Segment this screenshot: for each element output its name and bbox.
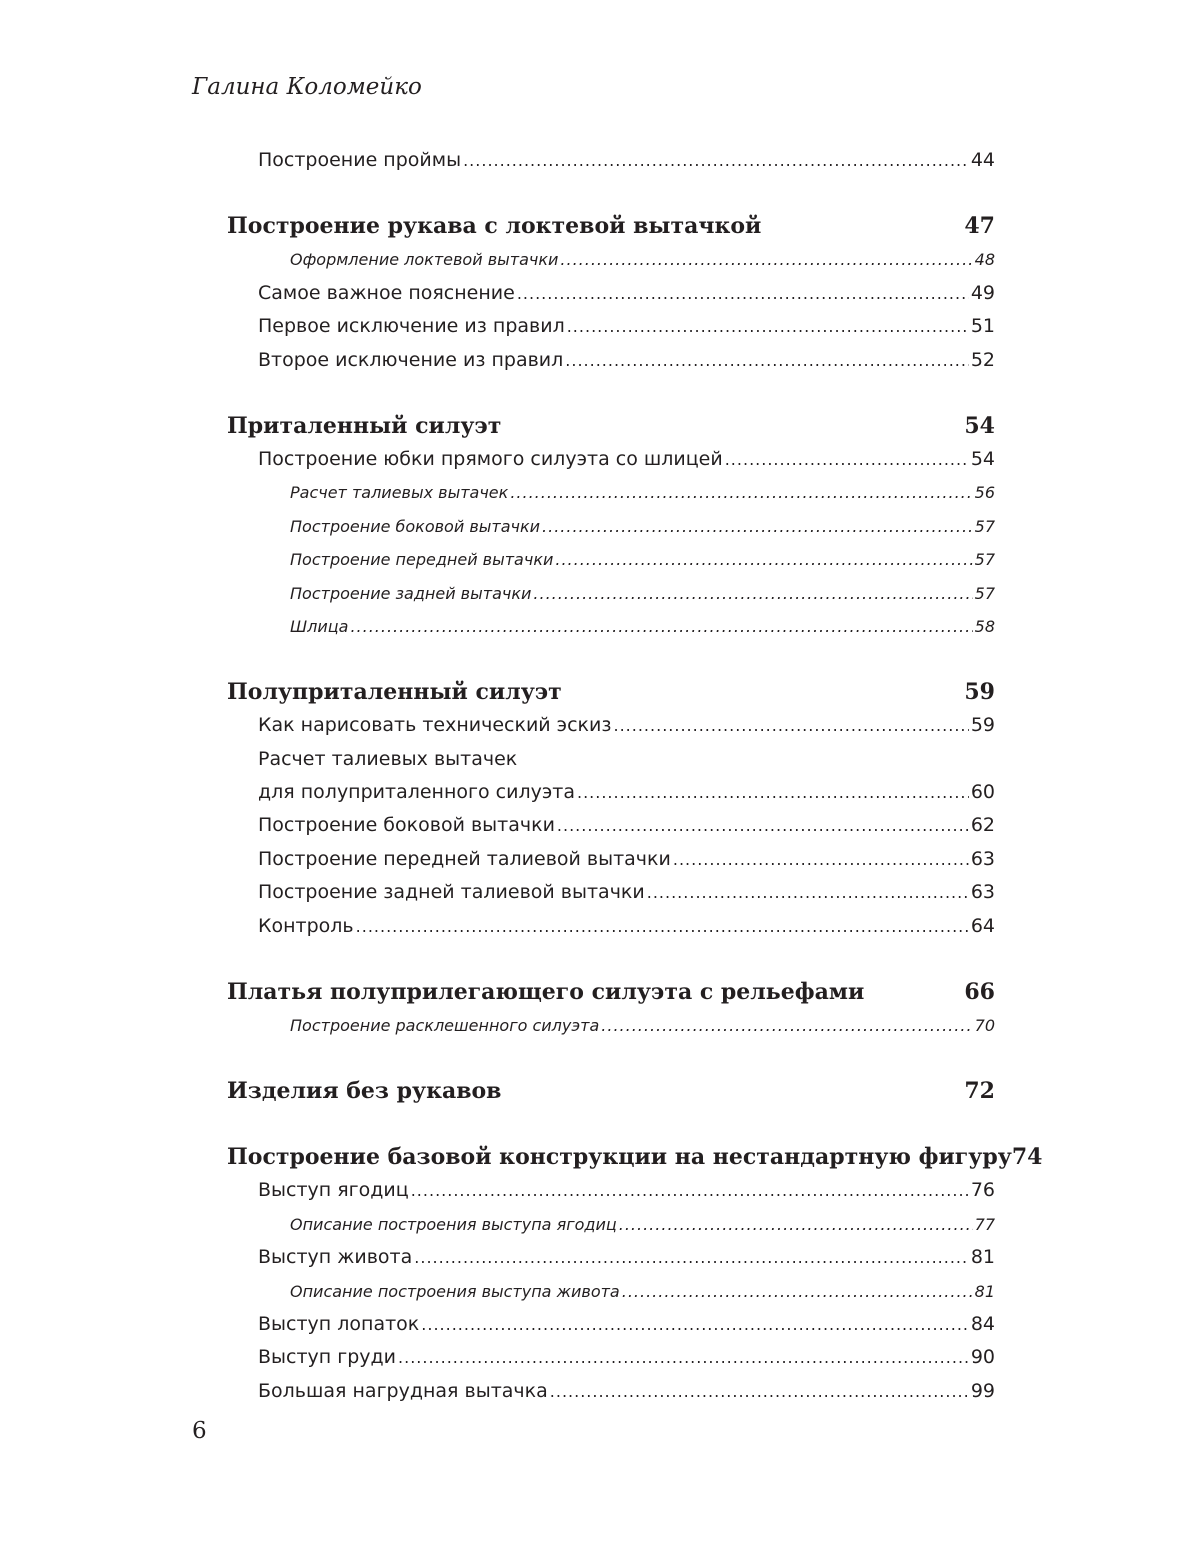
toc-chapter[interactable] (227, 675, 995, 709)
toc-subsection[interactable] (227, 510, 995, 543)
toc-section[interactable] (227, 310, 995, 343)
toc-entry-title: Построение рукава с локтевой вытачкой (227, 213, 762, 240)
toc-chapter[interactable] (227, 209, 995, 243)
toc-subsection[interactable] (227, 610, 995, 643)
toc-section[interactable] (227, 776, 995, 809)
toc-subsection[interactable] (227, 1275, 995, 1308)
toc-section[interactable] (227, 443, 995, 476)
dot-leader (463, 144, 969, 177)
toc-entry-title: Построение боковой вытачки (290, 516, 541, 536)
toc-entry-title: Шлица (290, 616, 349, 636)
dot-leader (565, 344, 969, 377)
toc-page-number: 57 (974, 516, 995, 536)
toc-page-number: 70 (974, 1016, 995, 1036)
dot-leader (542, 510, 973, 543)
toc-subsection[interactable] (227, 243, 995, 276)
toc-entry-title: Построение передней вытачки (290, 550, 554, 570)
dot-leader (601, 1009, 972, 1042)
dot-leader (673, 843, 969, 876)
toc-entry-title: Построение расклешенного силуэта (290, 1016, 600, 1036)
toc-section[interactable] (227, 843, 995, 876)
toc-page-number: 58 (974, 616, 995, 636)
toc-entry-title: Построение задней талиевой вытачки (258, 881, 645, 904)
toc-page-number: 66 (964, 979, 995, 1006)
dot-leader (398, 1341, 969, 1374)
toc-chapter[interactable] (227, 975, 995, 1009)
toc-page-number: 74 (1011, 1144, 1043, 1171)
toc-page-number: 77 (974, 1214, 995, 1234)
toc-subsection[interactable] (227, 577, 995, 610)
toc-chapter[interactable] (227, 409, 995, 443)
toc-page-number: 63 (970, 847, 995, 870)
toc-page-number: 81 (974, 1281, 995, 1301)
dot-leader (614, 709, 969, 742)
dot-leader (414, 1241, 969, 1274)
toc-entry-title: Построение передней талиевой вытачки (258, 847, 671, 870)
toc-page-number: 99 (970, 1379, 995, 1402)
toc-entry-title: Самое важное пояснение (258, 281, 515, 304)
toc-entry-title: Большая нагрудная вытачка (258, 1379, 548, 1402)
dot-leader (411, 1174, 969, 1207)
toc-section[interactable] (227, 344, 995, 377)
toc-subsection[interactable] (227, 1208, 995, 1241)
toc-page-number: 59 (964, 679, 995, 706)
toc-subsection[interactable] (227, 1009, 995, 1042)
page-number: 6 (192, 1418, 207, 1444)
toc-entry-title: Контроль (258, 914, 354, 937)
toc-page-number: 64 (970, 914, 995, 937)
toc-entry-title: Построение юбки прямого силуэта со шлицей (258, 447, 723, 470)
toc-entry-title: Построение боковой вытачки (258, 814, 555, 837)
dot-leader (577, 776, 969, 809)
toc-section[interactable] (227, 809, 995, 842)
dot-leader (619, 1208, 973, 1241)
running-header-author: Галина Коломейко (192, 74, 422, 100)
toc-chapter[interactable] (227, 1074, 995, 1108)
toc-entry-title: Выступ ягодиц (258, 1179, 409, 1202)
dot-leader (725, 443, 969, 476)
dot-leader (555, 543, 972, 576)
toc-entry-title: Выступ живота (258, 1246, 413, 1269)
toc-entry-title: Описание построения выступа живота (290, 1281, 620, 1301)
toc-chapter[interactable] (227, 1140, 1043, 1174)
toc-section[interactable] (227, 1375, 995, 1408)
dot-leader (622, 1275, 973, 1308)
dot-leader (421, 1308, 969, 1341)
toc-section[interactable] (227, 144, 995, 177)
dot-leader (356, 910, 969, 943)
toc-page-number: 54 (964, 412, 995, 439)
table-of-contents (227, 144, 1043, 1408)
toc-section[interactable] (227, 910, 995, 943)
dot-leader (647, 876, 969, 909)
toc-entry-title: Изделия без рукавов (227, 1078, 502, 1105)
toc-section[interactable] (227, 1241, 995, 1274)
toc-entry-title: для полуприталенного силуэта (258, 781, 575, 804)
toc-page-number: 60 (970, 781, 995, 804)
toc-page-number: 62 (970, 814, 995, 837)
dot-leader (510, 476, 972, 509)
toc-page-number: 44 (970, 149, 995, 171)
toc-page-number: 72 (964, 1078, 995, 1105)
toc-section[interactable] (227, 277, 995, 310)
toc-entry-title: Оформление локтевой вытачки (290, 250, 559, 270)
dot-leader (550, 1375, 969, 1408)
toc-entry-title: Построение задней вытачки (290, 583, 532, 603)
toc-page-number: 90 (970, 1346, 995, 1369)
dot-leader (560, 243, 972, 276)
toc-page-number: 47 (964, 213, 995, 240)
toc-page-number: 81 (970, 1246, 995, 1269)
toc-entry-title: Выступ лопаток (258, 1312, 420, 1335)
toc-page-number: 56 (974, 483, 995, 503)
toc-page-number: 57 (974, 583, 995, 603)
dot-leader (557, 809, 969, 842)
toc-entry-title: Выступ груди (258, 1346, 397, 1369)
toc-page-number: 59 (970, 714, 995, 737)
toc-page-number: 54 (970, 447, 995, 470)
toc-page-number: 48 (974, 250, 995, 270)
toc-page-number: 49 (970, 281, 995, 304)
toc-section[interactable] (227, 1341, 995, 1374)
toc-entry-title: Первое исключение из правил (258, 315, 565, 338)
toc-page-number: 57 (974, 550, 995, 570)
toc-entry-title: Описание построения выступа ягодиц (290, 1214, 617, 1234)
toc-section[interactable] (227, 1308, 995, 1341)
toc-entry-title: Полуприталенный силуэт (227, 679, 562, 706)
toc-page-number: 51 (970, 315, 995, 338)
dot-leader (517, 277, 969, 310)
toc-section[interactable] (227, 709, 995, 742)
toc-page-number: 84 (970, 1312, 995, 1335)
toc-entry-title: Построение базовой конструкции на нестандартную фигуру (227, 1144, 1012, 1171)
toc-entry-title: Построение проймы (258, 149, 462, 171)
dot-leader (350, 610, 972, 643)
toc-entry-title: Второе исключение из правил (258, 348, 564, 371)
toc-entry-title: Как нарисовать технический эскиз (258, 714, 612, 737)
toc-section[interactable] (227, 743, 995, 776)
toc-section[interactable] (227, 876, 995, 909)
toc-subsection[interactable] (227, 543, 995, 576)
toc-section[interactable] (227, 1174, 995, 1207)
toc-entry-title: Приталенный силуэт (227, 412, 502, 439)
toc-entry-title: Расчет талиевых вытачек (258, 747, 518, 770)
toc-subsection[interactable] (227, 476, 995, 509)
toc-entry-title: Расчет талиевых вытачек (290, 483, 509, 503)
toc-entry-title: Платья полуприлегающего силуэта с рельефами (227, 979, 865, 1006)
toc-page-number: 63 (970, 881, 995, 904)
toc-page-number: 76 (970, 1179, 995, 1202)
toc-page-number: 52 (970, 348, 995, 371)
dot-leader (533, 577, 972, 610)
dot-leader (567, 310, 969, 343)
